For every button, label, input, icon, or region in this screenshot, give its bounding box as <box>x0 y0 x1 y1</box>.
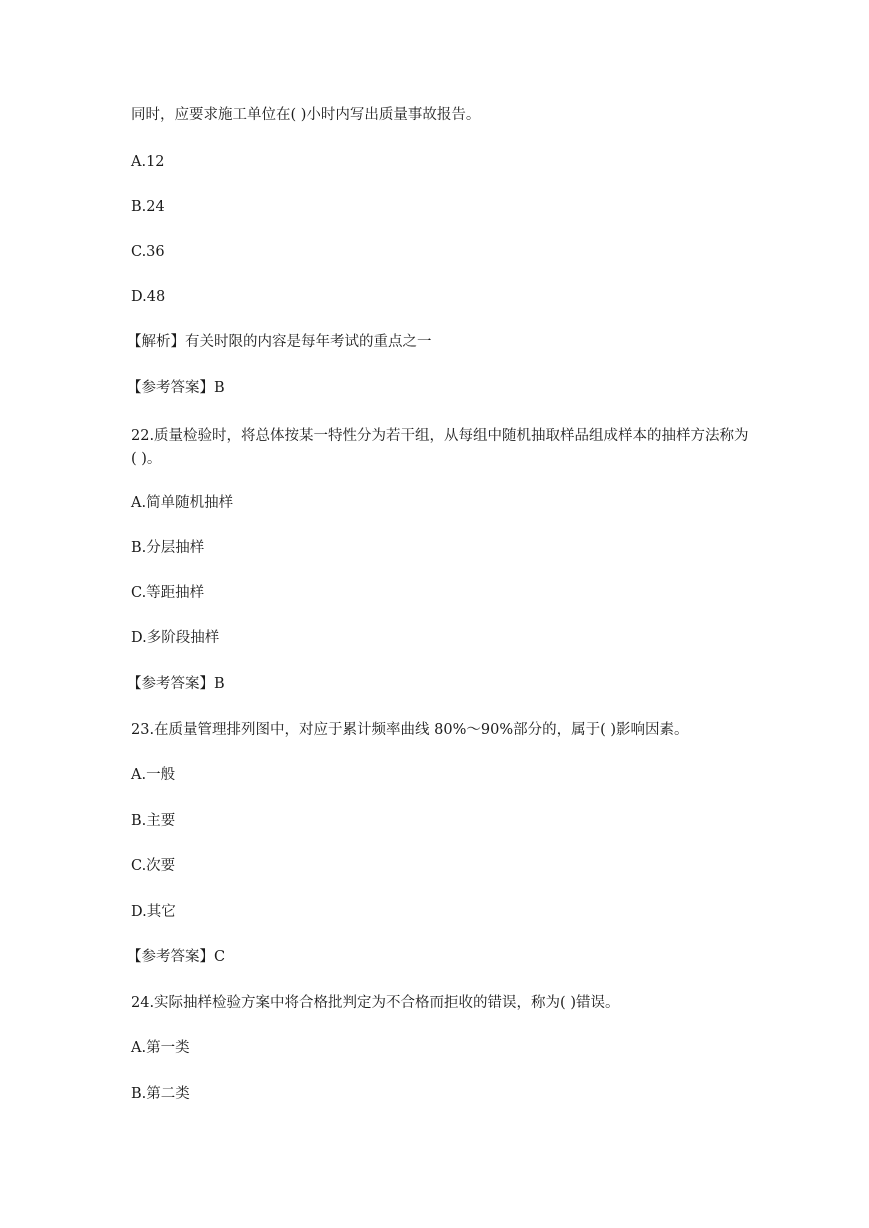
option-d: D.多阶段抽样 <box>131 630 220 646</box>
option-b: B.主要 <box>131 813 176 829</box>
option-a: A.第一类 <box>131 1040 190 1056</box>
question-22: 22.质量检验时，将总体按某一特性分为若干组，从每组中随机抽取样品组成样本的抽样方法称为( )。 <box>131 428 749 467</box>
option-a: A.简单随机抽样 <box>131 495 234 511</box>
option-c: C.次要 <box>131 858 176 874</box>
analysis: 【解析】有关时限的内容是每年考试的重点之一 <box>127 334 432 350</box>
answer: 【参考答案】B <box>127 380 225 396</box>
option-b: B.第二类 <box>131 1086 190 1102</box>
answer: 【参考答案】C <box>127 949 226 965</box>
option-b: B.24 <box>131 199 165 215</box>
option-d: D.其它 <box>131 904 176 920</box>
question-tail: 同时，应要求施工单位在( )小时内写出质量事故报告。 <box>131 107 481 123</box>
question-23: 23.在质量管理排列图中，对应于累计频率曲线 80%～90%部分的，属于( )影响因素。 <box>131 722 689 738</box>
option-c: C.36 <box>131 244 165 260</box>
option-a: A.一般 <box>131 767 176 783</box>
question-24: 24.实际抽样检验方案中将合格批判定为不合格而拒收的错误，称为( )错误。 <box>131 995 620 1011</box>
answer: 【参考答案】B <box>127 676 225 692</box>
option-a: A.12 <box>131 154 165 170</box>
option-c: C.等距抽样 <box>131 585 205 601</box>
option-b: B.分层抽样 <box>131 540 205 556</box>
option-d: D.48 <box>131 289 166 305</box>
